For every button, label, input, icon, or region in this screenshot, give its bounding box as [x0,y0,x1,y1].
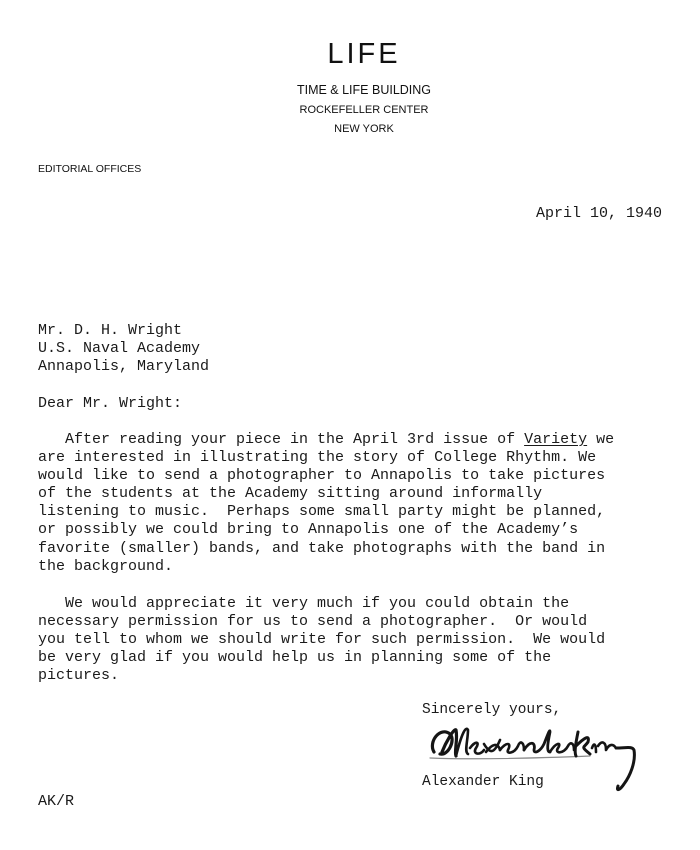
paragraph-line: favorite (smaller) bands, and take photographs with the band in [38,539,606,557]
text-run: After reading your piece in the April 3rd issue of [38,431,525,448]
recipient-city: Annapolis, Maryland [38,358,210,375]
paragraph-line: you tell to whom we should write for such permission. We would [38,631,606,649]
closing: Sincerely yours, [422,702,562,718]
salutation: Dear Mr. Wright: [38,395,183,412]
paragraph-line: would like to send a photographer to Annapolis to take pictures [38,467,606,485]
paragraph-line [38,431,663,449]
letterhead-city: NEW YORK [334,123,394,135]
recipient-address [38,322,209,376]
letterhead-building: TIME & LIFE BUILDING [296,83,432,97]
paragraph-1 [38,431,663,576]
paragraph-line: are interested in illustrating the story of College Rhythm. We [38,449,597,467]
publication-title: Variety [524,431,588,448]
paragraph-line: pictures. [38,667,120,685]
paragraph-line: necessary permission for us to send a photographer. Or would [38,613,588,631]
paragraph-line: We would appreciate it very much if you could obtain the [38,595,570,612]
recipient-org: U.S. Naval Academy [38,340,201,357]
letter-date: April 10, 1940 [535,205,662,222]
paragraph-line: be very glad if you would help us in planning some of the [38,649,552,667]
signer-name: Alexander King [422,774,544,790]
paragraph-line: or possibly we could bring to Annapolis one of the Academy’s [38,521,579,539]
editorial-offices-label: EDITORIAL OFFICES [38,163,142,175]
typist-initials: AK/R [38,793,75,810]
text-run: we [587,431,615,448]
paragraph-2 [38,595,663,685]
recipient-name: Mr. D. H. Wright [38,322,183,339]
letterhead-center: ROCKEFELLER CENTER [299,104,429,116]
paragraph-line: the background. [38,557,174,575]
paragraph-line: listening to music. Perhaps some small party might be planned, [38,503,606,521]
letterhead-title: LIFE [327,38,401,70]
paragraph-line: of the students at the Academy sitting around informally [38,485,543,503]
